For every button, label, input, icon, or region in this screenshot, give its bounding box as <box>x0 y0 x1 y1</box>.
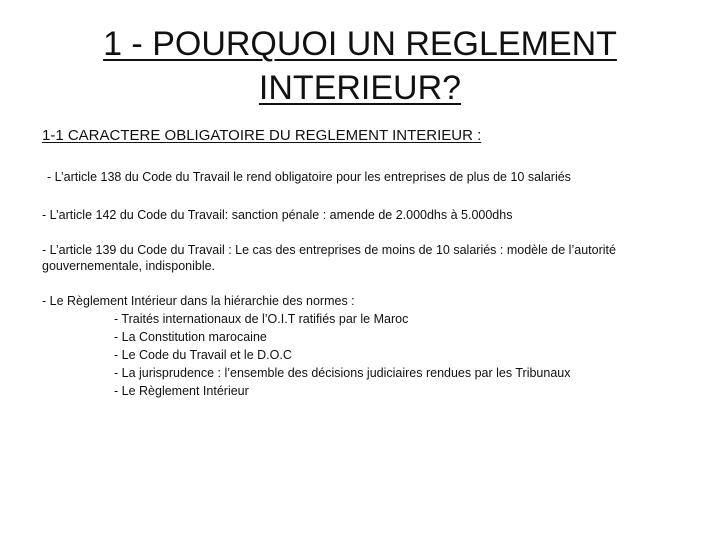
paragraph-article-139: - L’article 139 du Code du Travail : Le cas des entreprises de moins de 10 salariés : modèle de l’autorité gouvernementale, indisponible. <box>42 243 616 273</box>
list-item: - Le Code du Travail et le D.O.C <box>114 348 292 362</box>
section-subtitle: 1-1 CARACTERE OBLIGATOIRE DU REGLEMENT INTERIEUR : <box>42 127 482 144</box>
paragraph-hierarchy-intro: - Le Règlement Intérieur dans la hiérarchie des normes : <box>42 294 355 308</box>
paragraph-article-138: - L’article 138 du Code du Travail le rend obligatoire pour les entreprises de plus de 10 salariés <box>47 170 571 184</box>
list-item: - La jurisprudence : l’ensemble des décisions judiciaires rendues par les Tribunaux <box>114 366 571 380</box>
slide-title: 1 - POURQUOI UN REGLEMENT INTERIEUR? <box>103 25 617 107</box>
paragraph-article-142: - L’article 142 du Code du Travail: sanction pénale : amende de 2.000dhs à 5.000dhs <box>42 208 513 222</box>
list-item: - Le Règlement Intérieur <box>114 384 249 398</box>
hierarchy-list <box>114 310 571 400</box>
list-item: - La Constitution marocaine <box>114 330 267 344</box>
list-item: - Traités internationaux de l’O.I.T ratifiés par le Maroc <box>114 312 409 326</box>
